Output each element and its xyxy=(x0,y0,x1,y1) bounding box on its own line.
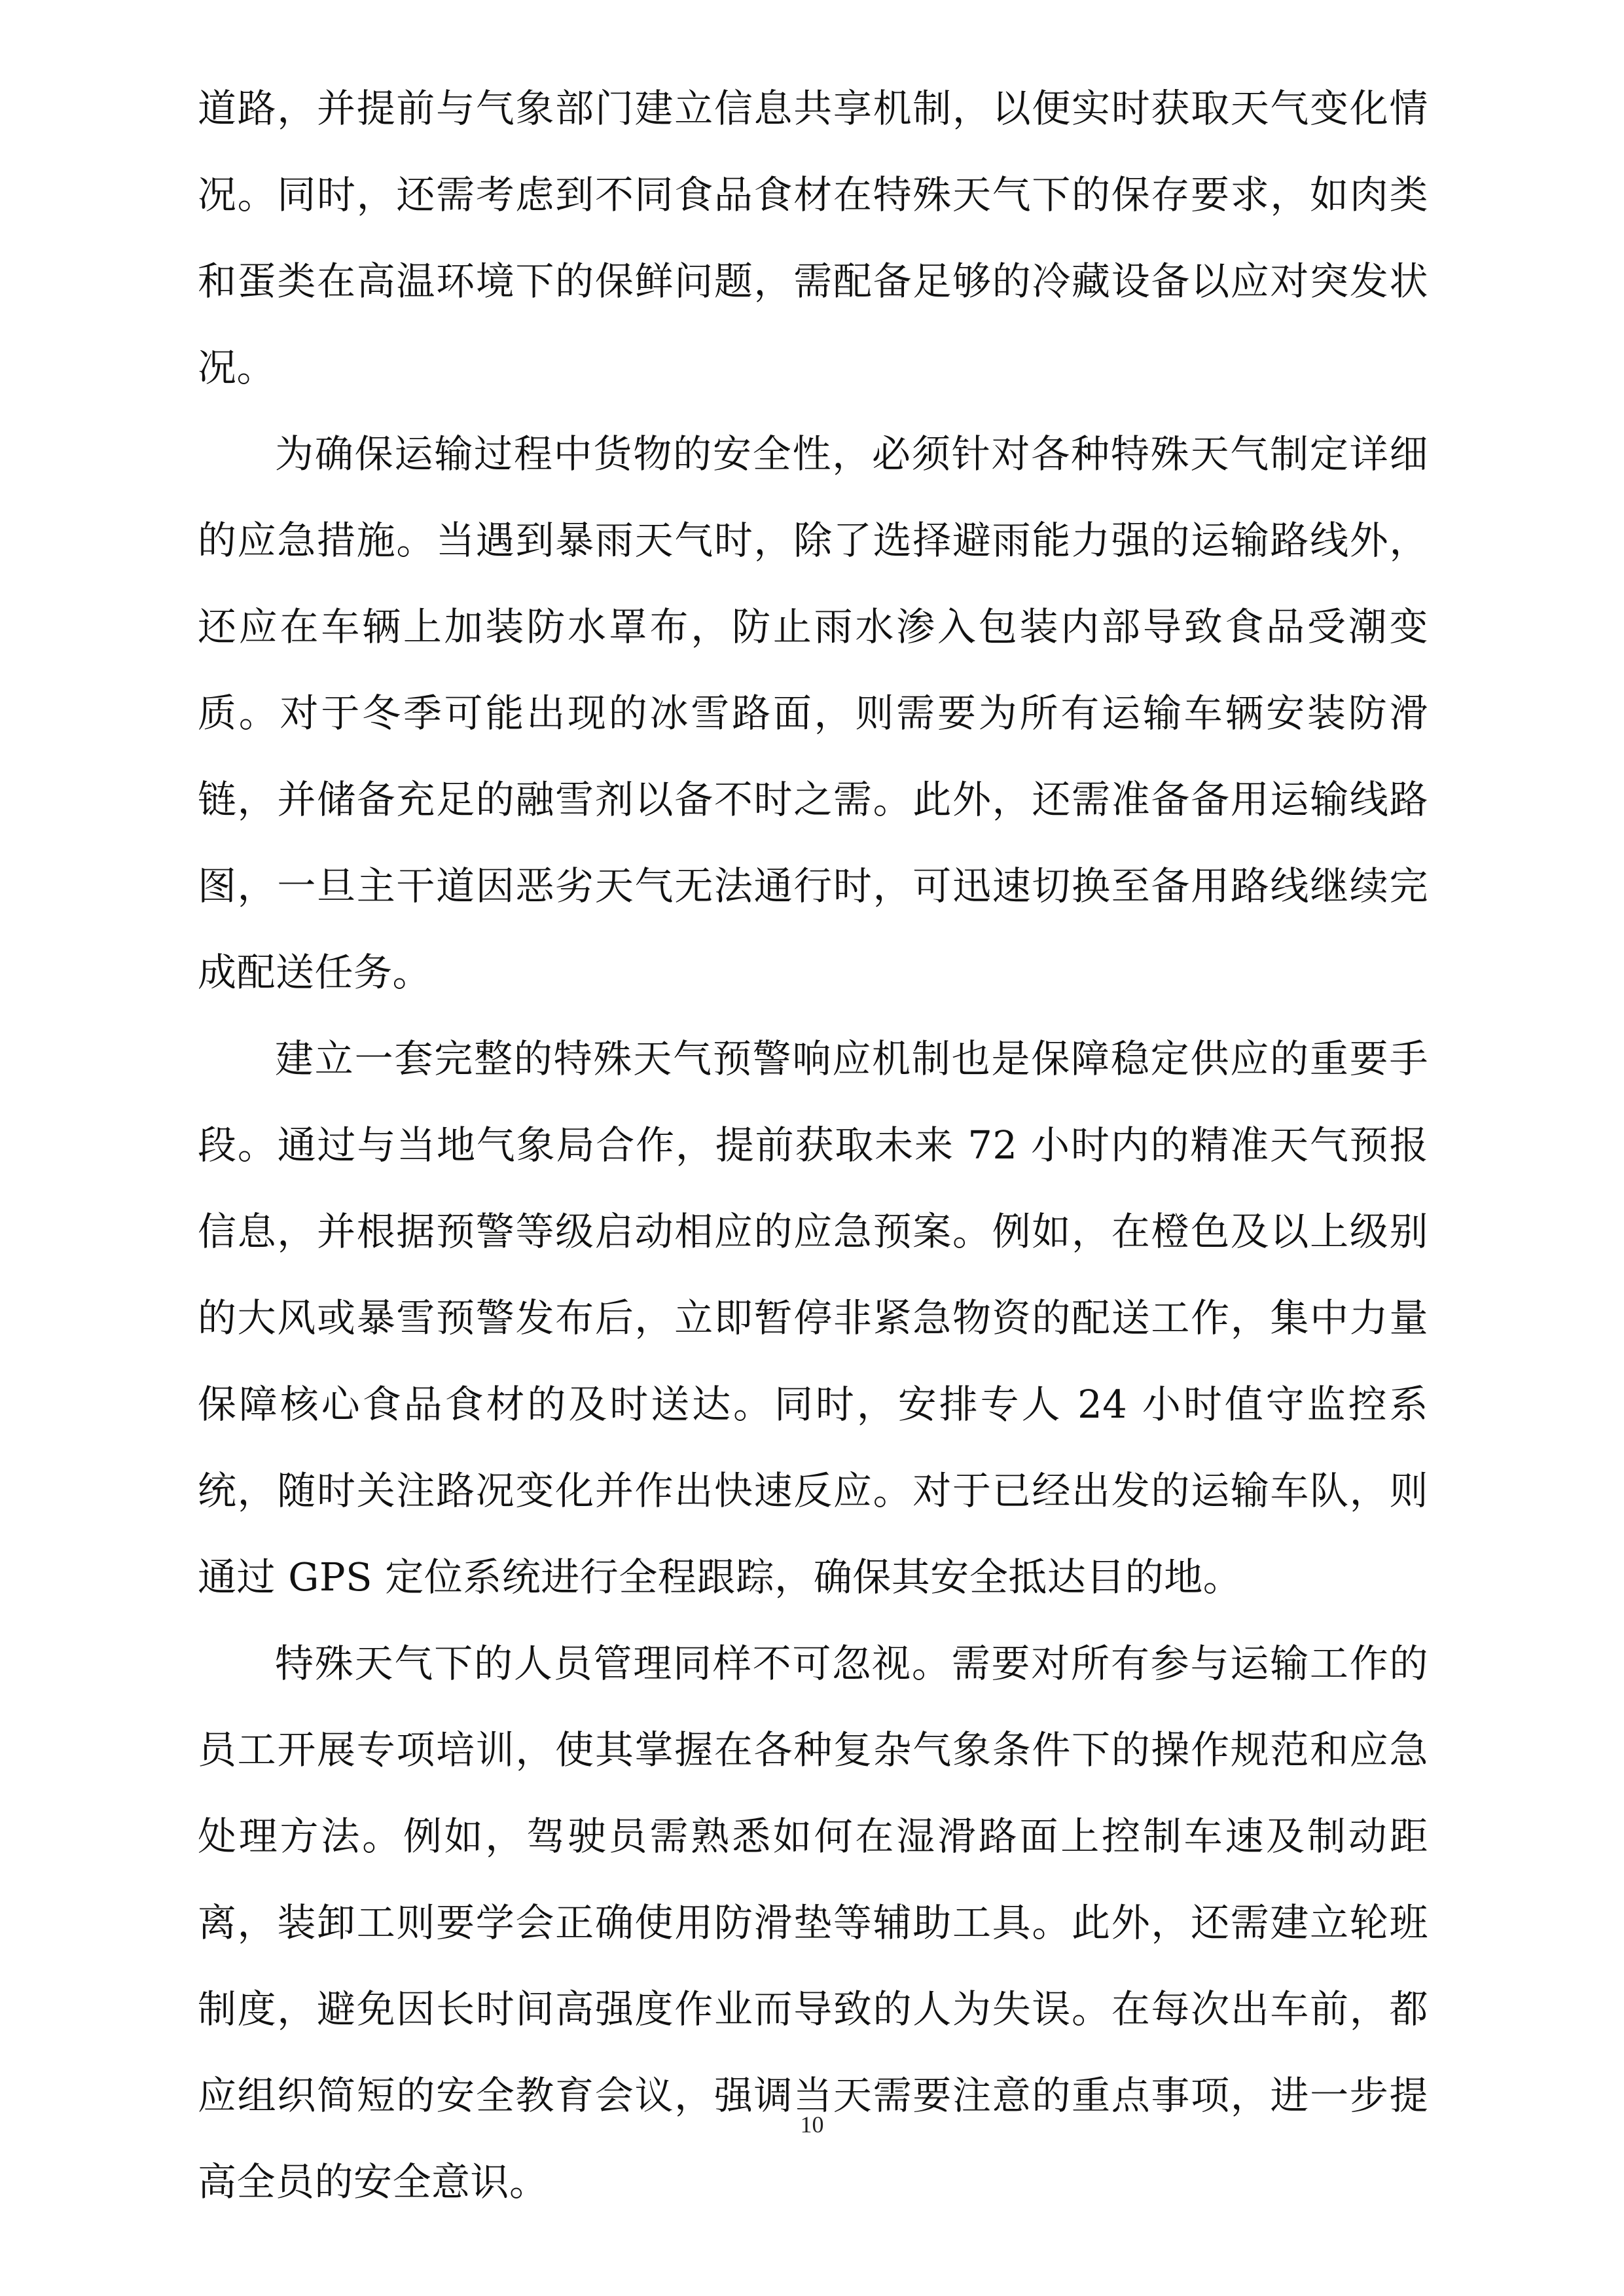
paragraph-continued: 道路，并提前与气象部门建立信息共享机制，以便实时获取天气变化情况。同时，还需考虑到不同食品食材在特殊天气下的保存要求，如肉类和蛋类在高温环境下的保鲜问题，需配备足够的冷藏设备以应对突发状况。 xyxy=(198,86,1428,390)
paragraph-personnel-management: 特殊天气下的人员管理同样不可忽视。需要对所有参与运输工作的员工开展专项培训，使其掌握在各种复杂气象条件下的操作规范和应急处理方法。例如，驾驶员需熟悉如何在湿滑路面上控制车速及制动距离，装卸工则要学会正确使用防滑垫等辅助工具。此外，还需建立轮班制度，避免因长时间高强度作业而导致的人为失误。在每次出车前，都应组织简短的安全教育会议，强调当天需要注意的重点事项，进一步提高全员的安全意识。 xyxy=(198,1641,1428,2204)
paragraph-warning-mechanism: 建立一套完整的特殊天气预警响应机制也是保障稳定供应的重要手段。通过与当地气象局合作，提前获取未来 72 小时内的精准天气预报信息，并根据预警等级启动相应的应急预案。例如，在橙色及以上级别的大风或暴雪预警发布后，立即暂停非紧急物资的配送工作，集中力量保障核心食品食材的及时送达。同时，安排专人 24 小时值守监控系统，随时关注路况变化并作出快速反应。对于已经出发的运输车队，则通过 GPS 定位系统进行全程跟踪，确保其安全抵达目的地。 xyxy=(198,1036,1428,1600)
body-text xyxy=(198,65,1428,2225)
page-number: 10 xyxy=(800,2111,824,2138)
paragraph-emergency-measures: 为确保运输过程中货物的安全性，必须针对各种特殊天气制定详细的应急措施。当遇到暴雨天气时，除了选择避雨能力强的运输路线外，还应在车辆上加装防水罩布，防止雨水渗入包装内部导致食品受潮变质。对于冬季可能出现的冰雪路面，则需要为所有运输车辆安装防滑链，并储备充足的融雪剂以备不时之需。此外，还需准备备用运输线路图，一旦主干道因恶劣天气无法通行时，可迅速切换至备用路线继续完成配送任务。 xyxy=(198,431,1428,995)
